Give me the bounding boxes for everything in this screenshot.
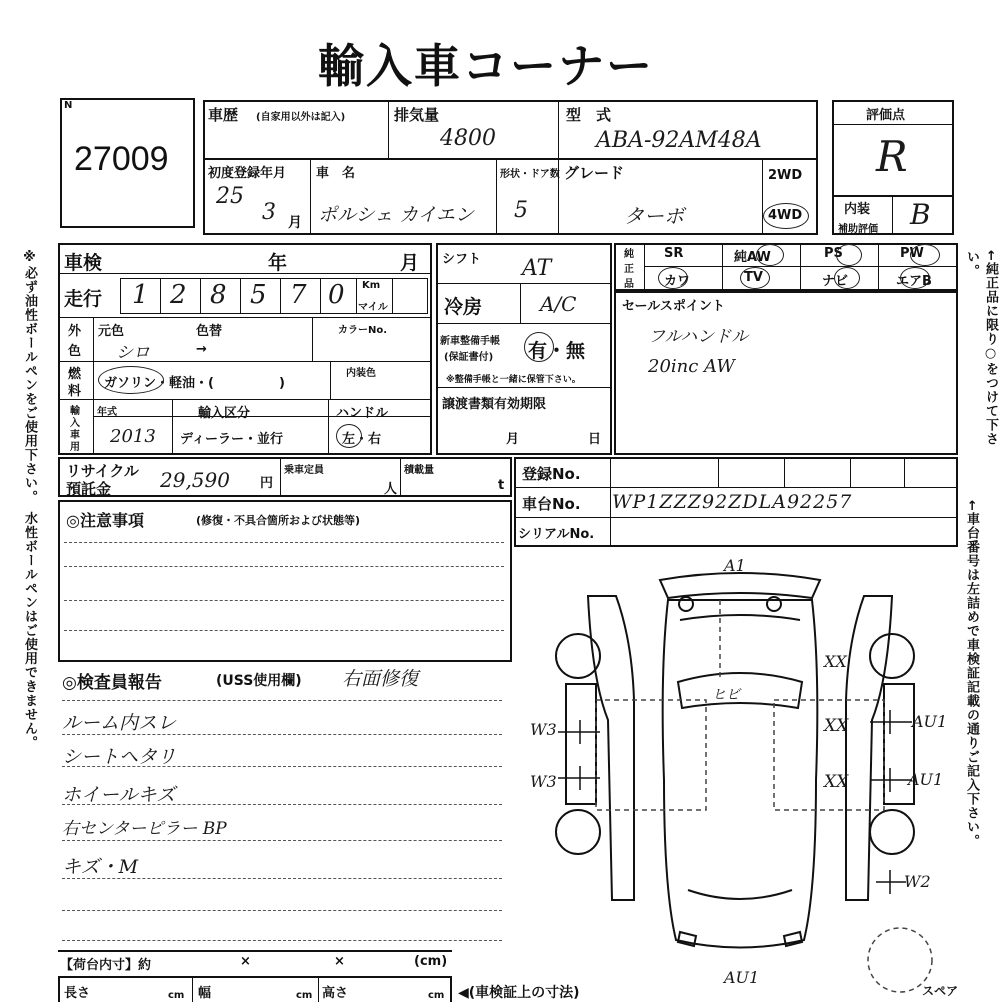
capacity-label: 乗車定員 <box>284 465 324 476</box>
sales-point-label: セールスポイント <box>622 299 725 314</box>
recycle-value: 29,590 <box>160 468 230 492</box>
cargo-x2: × <box>334 954 345 969</box>
transfer-label: 譲渡書類有効期限 <box>442 397 547 412</box>
diagram-a1: A1 <box>724 556 746 575</box>
mileage-unit-km: Km <box>362 280 381 291</box>
fuel-options: ガソリン・軽油・( ) <box>104 376 285 391</box>
mileage-digit-5: 7 <box>290 280 307 310</box>
model-label: 型 式 <box>566 106 612 124</box>
dims-width-unit: cm <box>296 990 313 1001</box>
interior-color-label: 内装色 <box>346 368 376 379</box>
manual-value: 有・無 <box>528 340 586 362</box>
serial-label: シリアルNo. <box>518 527 595 542</box>
genuine-ps-circle <box>836 244 862 266</box>
color-side-1: 外 <box>68 324 82 339</box>
import-side-1: 輸 <box>70 406 80 417</box>
ac-label: 冷房 <box>444 296 483 318</box>
displacement-value: 4800 <box>440 126 496 151</box>
spare-label: スペア <box>922 984 959 998</box>
color-original-label: 元色 <box>98 324 125 339</box>
dims-box <box>58 976 452 1002</box>
registration-label: 登録No. <box>522 465 581 483</box>
dims-note: ◀(車検証上の寸法) <box>458 985 580 1001</box>
mileage-label: 走行 <box>64 288 103 310</box>
right-side-note-chassis: ←車台番号は左詰めで車検証記載の通りご記入下さい。 <box>964 500 979 848</box>
import-year-value: 2013 <box>110 426 156 447</box>
history-note: (自家用以外は記入) <box>256 112 346 123</box>
inspector-line-3: ホイールキズ <box>62 784 176 806</box>
inspector-line-4: 右センターピラー BP <box>62 819 227 839</box>
fuel-side-2: 料 <box>68 384 82 399</box>
color-changed-label: 色替 <box>196 324 223 339</box>
cargo-label: 【荷台内寸】約 <box>60 958 152 973</box>
fuel-gasoline-circle <box>98 366 164 394</box>
handle-left-circle <box>336 424 362 448</box>
genuine-sr: SR <box>664 246 684 261</box>
interior-score-label: 内装 <box>844 202 871 217</box>
diagram-xx-3: XX <box>824 772 849 792</box>
model-value: ABA-92AM48A <box>596 128 762 153</box>
genuine-leather-circle <box>658 267 691 289</box>
shift-value: AT <box>522 256 552 281</box>
genuine-aw-circle <box>756 244 784 266</box>
shaken-month: 月 <box>400 252 420 274</box>
mileage-unit-mile: マイル <box>358 302 388 313</box>
sales-point-line1: フルハンドル <box>648 327 749 347</box>
handle-value: 左・右 <box>342 432 382 447</box>
genuine-navi: ナビ <box>822 274 849 289</box>
manual-note: ※整備手帳と一緒に保管下さい。 <box>446 375 581 385</box>
right-side-note-genuine: ←純正品に限り○をつけて下さい。 <box>964 250 998 446</box>
import-side-3: 車 <box>70 430 80 441</box>
lot-mark: N <box>64 100 73 111</box>
transfer-month: 月 <box>506 432 520 447</box>
grade-label: グレード <box>564 164 625 182</box>
ac-value: A/C <box>540 292 577 316</box>
genuine-airbag-circle <box>900 267 930 289</box>
first-reg-month-unit: 月 <box>288 215 302 231</box>
left-side-note: ※必ず油性ボールペンをご使用下さい。 水性ボールペンはご使用できません。 <box>22 250 37 750</box>
capacity-unit: 人 <box>384 482 398 497</box>
shaken-label: 車検 <box>64 252 103 274</box>
mileage-digit-6: 0 <box>328 280 345 310</box>
color-number-label: カラーNo. <box>338 325 388 336</box>
inspector-line-0: 右面修復 <box>342 668 419 690</box>
color-value: シロ <box>116 343 150 363</box>
first-reg-label: 初度登録年月 <box>208 166 287 181</box>
genuine-tv-circle <box>740 267 770 289</box>
drive-4wd-circle <box>763 203 809 229</box>
car-name-value: ポルシェ カイエン <box>318 204 474 226</box>
genuine-pw-circle <box>910 244 940 266</box>
color-arrow: → <box>196 342 207 357</box>
genuine-airbag: エアB <box>896 274 932 289</box>
page-title: 輸入車コーナー <box>318 39 654 93</box>
chassis-label: 車台No. <box>522 495 581 513</box>
genuine-pw: PW <box>900 246 924 261</box>
transfer-day: 日 <box>588 432 602 447</box>
import-category-value: ディーラー・並行 <box>180 432 283 447</box>
doors-value: 5 <box>514 198 528 223</box>
recycle-unit: 円 <box>260 476 274 491</box>
genuine-navi-circle <box>834 267 860 289</box>
dims-length: 長さ <box>64 986 91 1001</box>
color-side-2: 色 <box>68 344 82 359</box>
diagram-au1-1: AU1 <box>912 712 948 731</box>
load-unit: t <box>498 478 505 493</box>
lot-number-box <box>60 98 195 228</box>
handle-label: ハンドル <box>336 406 389 421</box>
displacement-label: 排気量 <box>394 106 440 124</box>
score-value: R <box>876 132 908 181</box>
genuine-side-1: 純 <box>624 249 634 260</box>
inspector-label: ◎検査員報告 <box>62 673 162 693</box>
grade-value: ターボ <box>624 204 684 228</box>
inspection-left-box <box>58 243 432 455</box>
diagram-hibi: ヒビ <box>712 687 740 703</box>
inspector-line-5: キズ・M <box>62 856 139 878</box>
inspector-line-1: ルーム内スレ <box>62 712 177 734</box>
drive-4wd: 4WD <box>768 208 803 223</box>
score-label: 評価点 <box>866 108 906 123</box>
recycle-label: リサイクル <box>66 462 139 480</box>
mileage-digit-1: 1 <box>132 280 149 310</box>
car-name-label: 車 名 <box>316 166 356 181</box>
import-year-label: 年式 <box>97 407 117 418</box>
manual-label: 新車整備手帳 <box>440 336 500 347</box>
mileage-digit-2: 2 <box>170 280 187 310</box>
interior-score-value: B <box>910 198 931 231</box>
genuine-aw: 純AW <box>734 250 771 265</box>
history-label: 車歴 <box>208 106 239 124</box>
inspector-line-2: シートヘタリ <box>62 746 177 768</box>
genuine-leather: カワ <box>664 274 691 289</box>
dims-length-unit: cm <box>168 990 185 1001</box>
diagram-au1-2: AU1 <box>908 770 944 789</box>
cargo-unit: (cm) <box>414 954 448 969</box>
diagram-xx-1: XX <box>824 652 847 671</box>
diagram-w3-2: W3 <box>530 772 557 791</box>
interior-score-sublabel: 補助評価 <box>838 224 878 235</box>
import-side-2: 入 <box>70 418 80 429</box>
mileage-digit-4: 5 <box>250 280 267 310</box>
first-reg-month: 3 <box>262 200 276 225</box>
mileage-digit-3: 8 <box>210 280 227 310</box>
diagram-w2: W2 <box>904 872 931 891</box>
dims-height: 高さ <box>322 986 349 1001</box>
genuine-side-2: 正 <box>624 264 634 275</box>
shift-label: シフト <box>442 252 482 267</box>
drive-2wd: 2WD <box>768 168 803 183</box>
diagram-w3-1: W3 <box>530 720 557 739</box>
shaken-year: 年 <box>268 252 288 274</box>
cargo-x1: × <box>240 954 251 969</box>
lot-number: 27009 <box>74 140 169 178</box>
import-side-4: 用 <box>70 442 80 453</box>
caution-label: ◎注意事項 <box>66 511 144 530</box>
load-label: 積載量 <box>404 465 434 476</box>
fuel-side-1: 燃 <box>68 367 82 382</box>
import-category-label: 輸入区分 <box>198 406 251 421</box>
diagram-au1-3: AU1 <box>724 968 760 987</box>
dims-height-unit: cm <box>428 990 445 1001</box>
manual-yes-circle <box>524 332 554 362</box>
diagram-xx-2: XX <box>824 716 849 736</box>
sales-point-line2: 20inc AW <box>648 356 735 377</box>
manual-sublabel: (保証書付) <box>444 352 494 363</box>
genuine-ps: PS <box>824 246 843 261</box>
genuine-side-3: 品 <box>624 279 634 290</box>
inspector-note: (USS使用欄) <box>216 673 302 689</box>
doors-label: 形状・ドア数 <box>500 169 560 180</box>
recycle-sublabel: 預託金 <box>66 480 112 498</box>
caution-note: (修復・不具合箇所および状態等) <box>196 514 361 527</box>
genuine-tv: TV <box>744 270 763 285</box>
dims-width: 幅 <box>198 986 212 1001</box>
chassis-value: WP1ZZZ92ZDLA92257 <box>612 491 853 513</box>
first-reg-year: 25 <box>216 184 244 209</box>
car-diagram <box>520 560 960 1000</box>
